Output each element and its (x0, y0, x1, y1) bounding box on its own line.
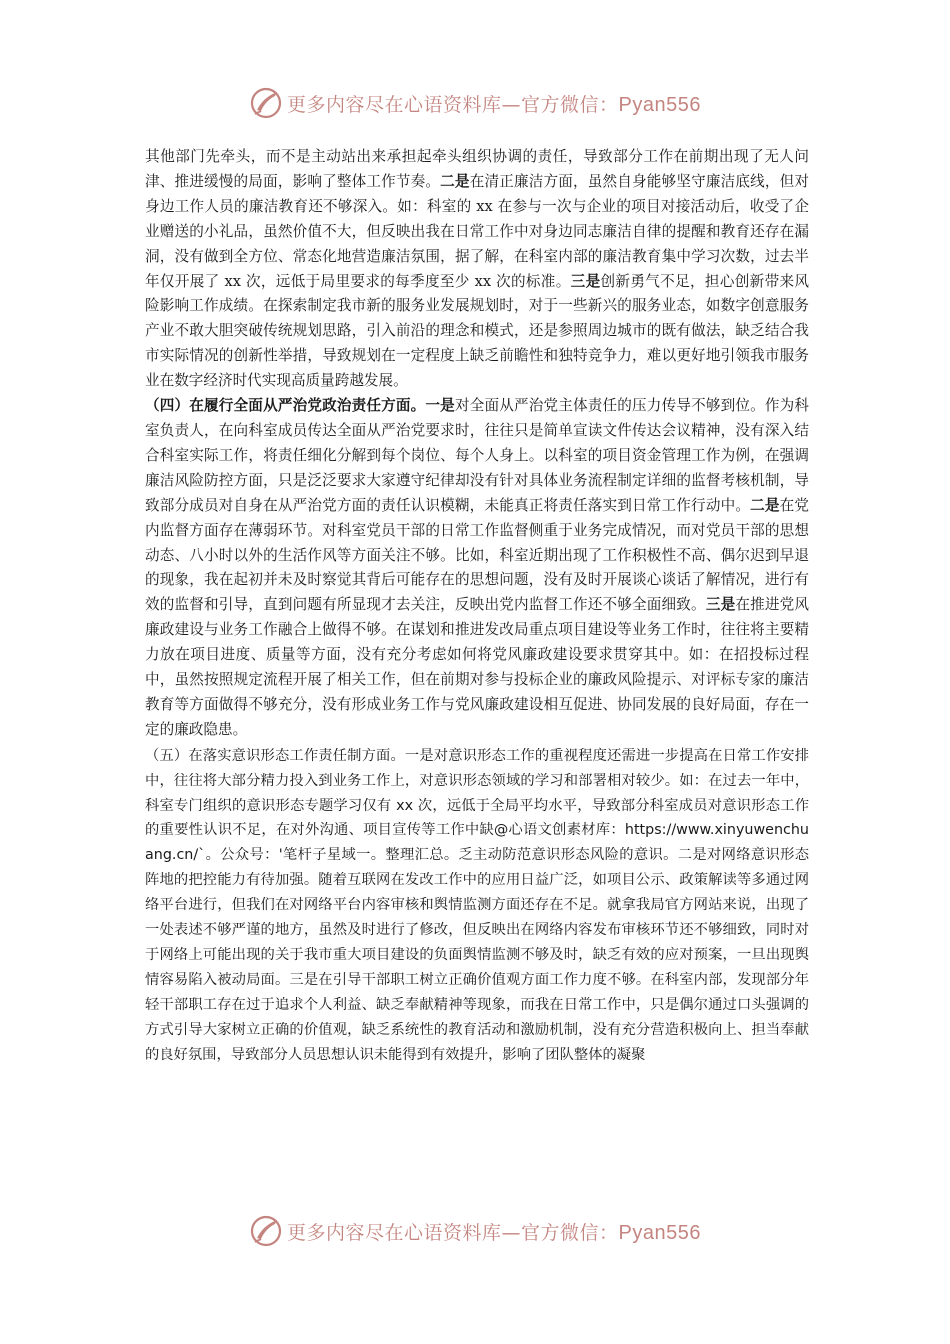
header-banner (0, 81, 950, 125)
footer-banner (0, 1209, 950, 1253)
paragraph-party-governance: （四）在履行全面从严治党政治责任方面。一是对全面从严治党主体责任的压力传导不够到位。作为科室负责人，在向科室成员传达全面从严治党要求时，往往只是简单宣读文件传达会议精神，没有深入结合科室实际工作，将责任细化分解到每个岗位、每个人身上。以科室的项目资金管理工作为例，在强调廉洁风险防控方面，只是泛泛要求大家遵守纪律却没有针对具体业务流程制定详细的监督考核机制，导致部分成员对自身在从严治党方面的责任认识模糊，未能真正将责任落实到日常工作行动中。二是在党内监督方面存在薄弱环节。对科室党员干部的日常工作监督侧重于业务完成情况，而对党员干部的思想动态、八小时以外的生活作风等方面关注不够。比如，科室近期出现了工作积极性不高、偶尔迟到早退的现象，我在起初并未及时察觉其背后可能存在的思想问题，没有及时开展谈心谈话了解情况，进行有效的监督和引导，直到问题有所显现才去关注，反映出党内监督工作还不够全面细致。三是在推进党风廉政建设与业务工作融合上做得不够。在谋划和推进发改局重点项目建设等业务工作时，往往将主要精力放在项目进度、质量等方面，没有充分考虑如何将党风廉政建设要求贯穿其中。如：在招投标过程中，虽然按照规定流程开展了相关工作，但在前期对参与投标企业的廉政风险提示、对评标专家的廉洁教育等方面做得不够充分，没有形成业务工作与党风廉政建设相互促进、协同发展的良好局面，存在一定的廉政隐患。 (145, 397, 809, 738)
banner-text: 更多内容尽在心语资料库—官方微信：Pyan556 (287, 93, 701, 116)
paragraph-ideology: （五）在落实意识形态工作责任制方面。一是对意识形态工作的重视程度还需进一步提高在日常工作安排中，往往将大部分精力投入到业务工作上，对意识形态领域的学习和部署相对较少。如：在过去一年中，科室专门组织的意识形态专题学习仅有 xx 次，远低于全局平均水平，导致部分科室成员对意识形态工作的重要性认识不足，在对外沟通、项目宣传等工作中缺@心语文创素材库：https://www.xinyuwenchuang.cn/`。公众号：'笔杆子星域一。整理汇总。乏主动防范意识形态风险的意识。二是对网络意识形态阵地的把控能力有待加强。随着互联网在发改工作中的应用日益广泛，如项目公示、政策解读等多通过网络平台进行，但我们在对网络平台内容审核和舆情监测方面还存在不足。就拿我局官方网站来说，出现了一处表述不够严谨的地方，虽然及时进行了修改，但反映出在网络内容发布审核环节还不够细致，同时对于网络上可能出现的关于我市重大项目建设的负面舆情监测不够及时，缺乏有效的应对预案，一旦出现舆情容易陷入被动局面。三是在引导干部职工树立正确价值观方面工作力度不够。在科室内部，发现部分年轻干部职工存在过于追求个人利益、缺乏奉献精神等现象，而我在日常工作中，只是偶尔通过口头强调的方式引导大家树立正确的价值观，缺乏系统性的教育活动和激励机制，没有充分营造积极向上、担当奉献的良好氛围，导致部分人员思想认识未能得到有效提升，影响了团队整体的凝聚 (145, 747, 809, 1063)
paragraph-integrity: 其他部门先牵头，而不是主动站出来承担起牵头组织协调的责任，导致部分工作在前期出现了无人问津、推进缓慢的局面，影响了整体工作节奏。二是在清正廉洁方面，虽然自身能够坚守廉洁底线，但对身边工作人员的廉洁教育还不够深入。如：科室的 xx 在参与一次与企业的项目对接活动后，收受了企业赠送的小礼品，虽然价值不大，但反映出我在日常工作中对身边同志廉洁自律的提醒和教育还存在漏洞，没有做到全方位、常态化地营造廉洁氛围，据了解，在科室内部的廉洁教育集中学习次数，过去半年仅开展了 xx 次，远低于局里要求的每季度至少 xx 次的标准。三是创新勇气不足，担心创新带来风险影响工作成绩。在探索制定我市新的服务业发展规划时，对于一些新兴的服务业态，如数字创意服务产业不敢大胆突破传统规划思路，引入前沿的理念和模式，还是参照周边城市的既有做法，缺乏结合我市实际情况的创新性举措，导致规划在一定程度上缺乏前瞻性和独特竞争力，难以更好地引领我市服务业在数字经济时代实现高质量跨越发展。 (145, 148, 809, 390)
pen-logo-icon (249, 1214, 283, 1248)
pen-logo-icon (249, 86, 283, 120)
document-body (145, 145, 809, 1068)
banner-text: 更多内容尽在心语资料库—官方微信：Pyan556 (287, 1221, 701, 1244)
